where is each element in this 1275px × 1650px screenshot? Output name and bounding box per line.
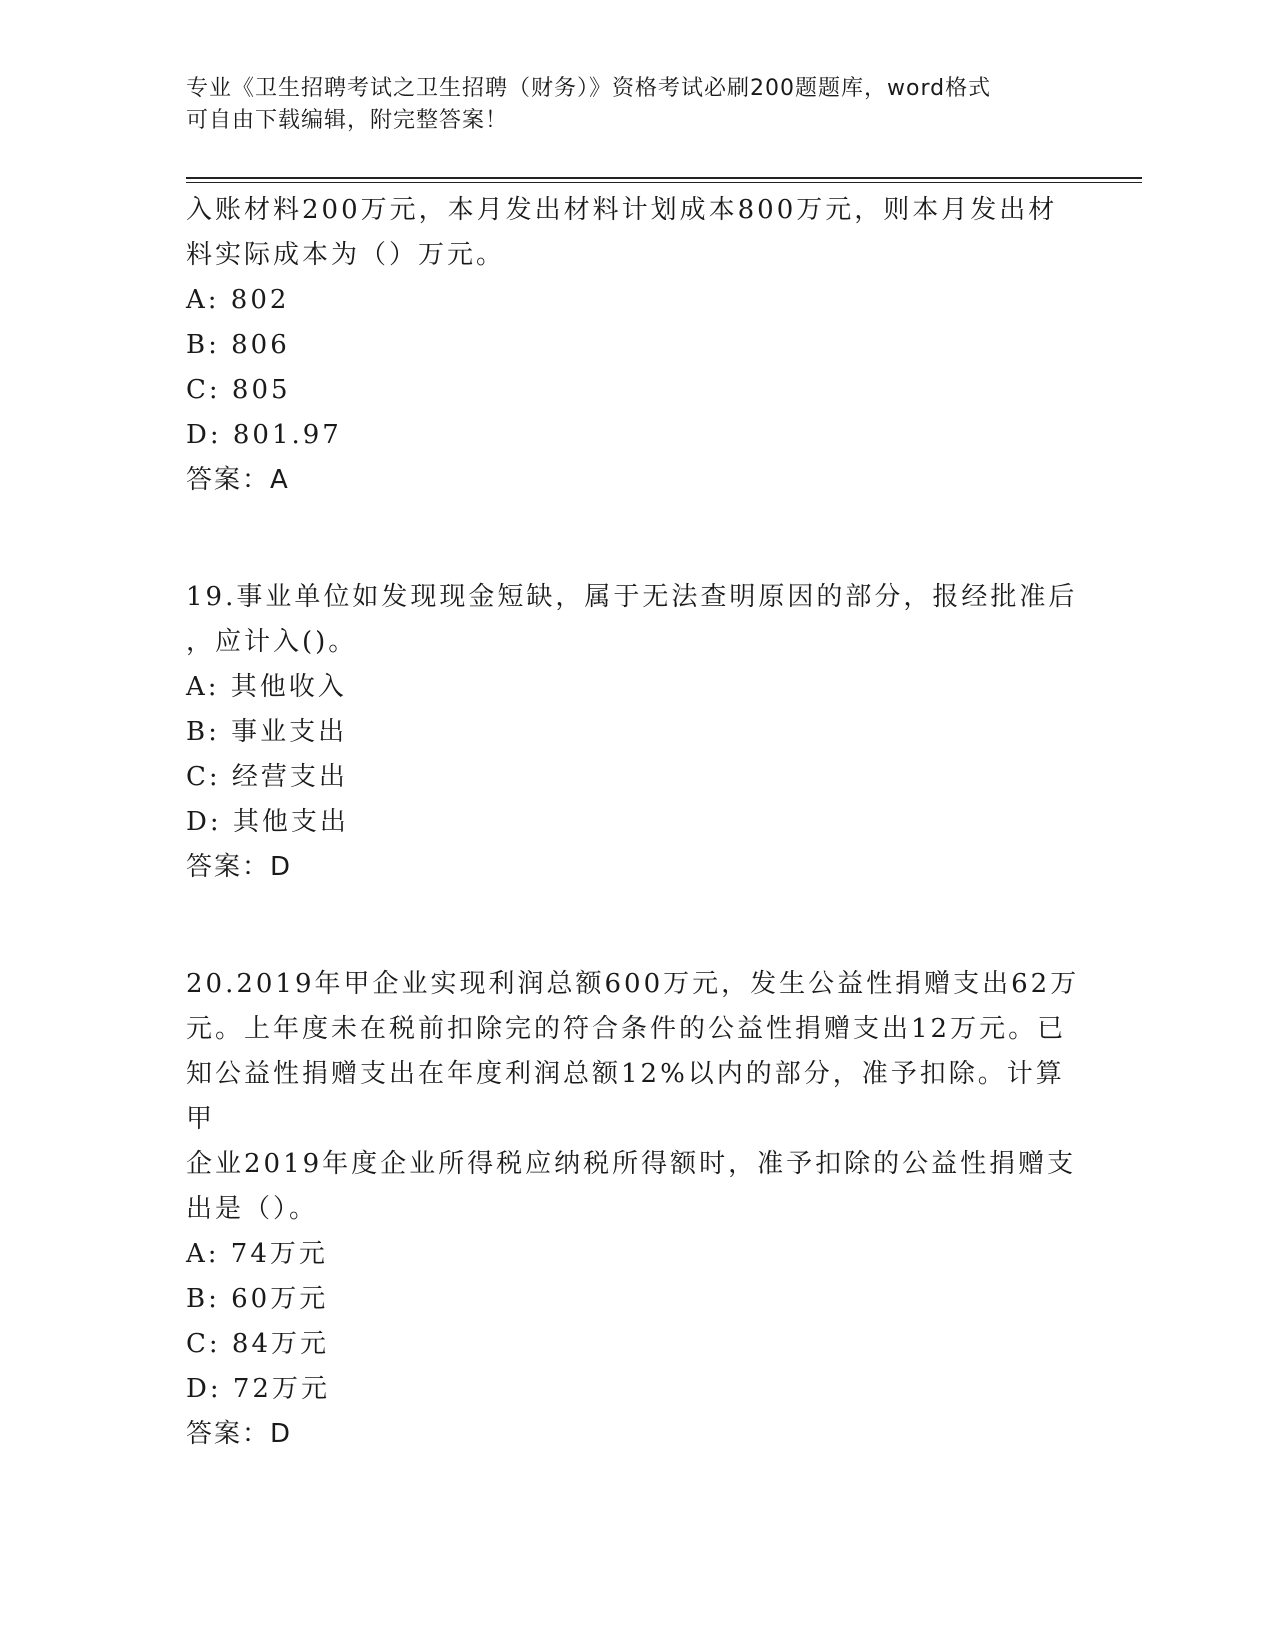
- option-b: B: 806: [186, 330, 290, 360]
- option-d: D: 801.97: [186, 420, 342, 450]
- header-line-1: 专业《卫生招聘考试之卫生招聘（财务）》资格考试必刷200题题库，word格式: [186, 76, 992, 101]
- header-line-2: 可自由下载编辑，附完整答案！: [186, 108, 509, 133]
- option-d: D: 72万元: [186, 1374, 330, 1404]
- answer-line: 答案：D: [186, 852, 293, 882]
- question-continued: [186, 188, 1086, 503]
- question-text-line: 入账材料200万元，本月发出材料计划成本800万元，则本月发出材: [186, 195, 1058, 225]
- question-text-line: 出是（）。: [186, 1194, 319, 1224]
- question-text-line: 料实际成本为（）万元。: [186, 240, 506, 270]
- question-text-line: ，应计入()。: [186, 627, 358, 657]
- option-c: C: 经营支出: [186, 762, 348, 792]
- option-a: A: 其他收入: [186, 672, 347, 702]
- answer-line: 答案：D: [186, 1419, 293, 1449]
- question-list: [186, 188, 1086, 1457]
- header-rule-thin: [186, 182, 1142, 183]
- option-d: D: 其他支出: [186, 807, 349, 837]
- header-rule-thick: [186, 177, 1142, 179]
- document-header: [186, 73, 1086, 137]
- option-b: B: 60万元: [186, 1284, 329, 1314]
- question-text-line: 元。上年度未在税前扣除完的符合条件的公益性捐赠支出12万元。已: [186, 1014, 1067, 1044]
- question-19: [186, 575, 1086, 890]
- option-a: A: 802: [186, 285, 290, 315]
- question-text-line: 企业2019年度企业所得税应纳税所得额时，准予扣除的公益性捐赠支: [186, 1149, 1077, 1179]
- option-c: C: 805: [186, 375, 291, 405]
- option-a: A: 74万元: [186, 1239, 328, 1269]
- question-text-line: 19.事业单位如发现现金短缺，属于无法查明原因的部分，报经批准后: [186, 582, 1078, 612]
- question-text-line: 20.2019年甲企业实现利润总额600万元，发生公益性捐赠支出62万: [186, 969, 1080, 999]
- option-b: B: 事业支出: [186, 717, 348, 747]
- answer-line: 答案：A: [186, 465, 290, 495]
- question-20: [186, 962, 1086, 1457]
- question-text-line: 知公益性捐赠支出在年度利润总额12%以内的部分，准予扣除。计算甲: [186, 1059, 1065, 1134]
- option-c: C: 84万元: [186, 1329, 330, 1359]
